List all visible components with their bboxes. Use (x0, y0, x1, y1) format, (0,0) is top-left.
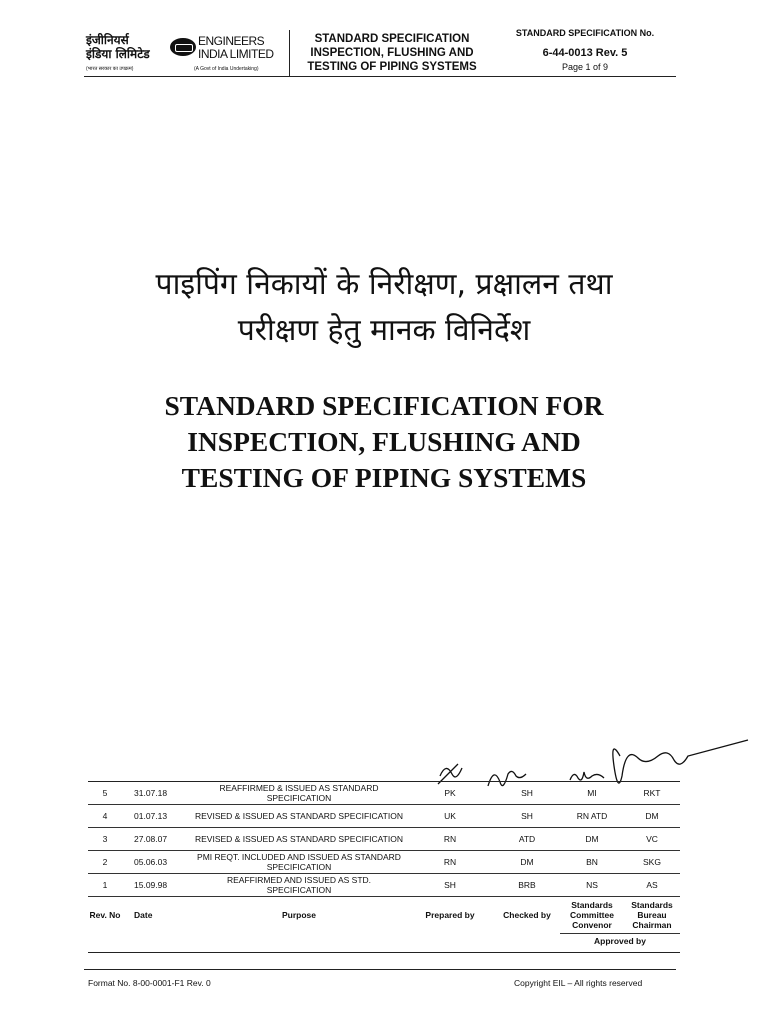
cell-prepared: UK (444, 811, 456, 821)
copyright: Copyright EIL – All rights reserved (514, 978, 643, 988)
cell-chairman: DM (645, 811, 659, 821)
approved-by-label: Approved by (594, 936, 646, 946)
cell-checked: DM (520, 857, 534, 867)
table-row (88, 828, 680, 851)
logo-tagline-english: (A Govt of India Undertaking) (194, 66, 259, 72)
cell-convenor: RN ATD (576, 811, 608, 821)
cell-convenor: MI (587, 788, 597, 798)
cell-chairman: AS (646, 880, 658, 890)
document-title: STANDARD SPECIFICATION FOR INSPECTION, FLUSHING AND TESTING OF PIPING SYSTEMS (164, 390, 604, 493)
header-checked-by: Checked by (503, 910, 551, 920)
cell-date: 05.06.03 (134, 857, 168, 867)
cell-rev: 4 (102, 811, 108, 821)
header-bureau-chairman: Standards Bureau Chairman (624, 897, 680, 934)
page-number: Page 1 of 9 (561, 62, 609, 72)
cell-date: 31.07.18 (134, 788, 168, 798)
table-row (88, 874, 680, 897)
cell-convenor: DM (585, 834, 599, 844)
cell-rev: 3 (102, 834, 108, 844)
header-purpose: Purpose (281, 910, 316, 920)
cell-prepared: SH (444, 880, 456, 890)
hindi-title: पाइपिंग निकायों के निरीक्षण, प्रक्षालन तथा परीक्षण हेतु मानक विनिर्देश (155, 267, 613, 348)
logo-english: ENGINEERS INDIA LIMITED (198, 34, 274, 61)
cell-purpose: REAFFIRMED & ISSUED AS STANDARD SPECIFICATION (219, 783, 379, 803)
approved-by-row (88, 933, 680, 949)
header-divider (84, 76, 676, 77)
cell-purpose: REAFFIRMED AND ISSUED AS STD. SPECIFICATION (226, 875, 372, 895)
cell-date: 01.07.13 (134, 811, 168, 821)
cell-chairman: VC (646, 834, 658, 844)
logo-tagline-hindi: (भारत सरकार का उपक्रम) (86, 66, 134, 72)
cell-purpose: PMI REQT. INCLUDED AND ISSUED AS STANDARD SPECIFICATION (197, 852, 401, 872)
cell-rev: 2 (102, 857, 108, 867)
cell-purpose: REVISED & ISSUED AS STANDARD SPECIFICATION (195, 834, 403, 844)
cell-chairman: SKG (643, 857, 661, 867)
cell-prepared: RN (443, 857, 457, 867)
header-prepared-by: Prepared by (425, 910, 475, 920)
logo-hindi-line1: इंजीनियर्स (86, 33, 129, 47)
table-bottom-border (88, 952, 680, 953)
header-committee-convenor: Standards Committee Convenor (560, 897, 624, 934)
table-row (88, 782, 680, 805)
spec-label: STANDARD SPECIFICATION No. (515, 28, 655, 38)
cell-date: 15.09.98 (134, 880, 168, 890)
table-header-row (88, 897, 680, 933)
company-logo (86, 34, 286, 74)
cell-checked: SH (521, 788, 533, 798)
header-separator (289, 30, 290, 76)
header-title: STANDARD SPECIFICATION INSPECTION, FLUSHING AND TESTING OF PIPING SYSTEMS (307, 33, 477, 73)
revision-table (88, 781, 680, 953)
cell-chairman: RKT (643, 788, 661, 798)
cell-checked: BRB (518, 880, 536, 890)
spec-number: 6-44-0013 Rev. 5 (542, 47, 628, 59)
spec-number-block (495, 28, 675, 72)
eil-emblem-icon (170, 38, 196, 56)
cell-convenor: NS (586, 880, 598, 890)
table-row (88, 851, 680, 874)
cell-checked: SH (521, 811, 533, 821)
logo-hindi-line2: इंडिया लिमिटेड (86, 47, 150, 61)
cell-rev: 1 (102, 880, 108, 890)
cell-prepared: PK (444, 788, 456, 798)
cell-date: 27.08.07 (134, 834, 168, 844)
cell-convenor: BN (586, 857, 598, 867)
footer-divider (84, 969, 676, 970)
table-row (88, 805, 680, 828)
header-rev-no: Rev. No (89, 910, 121, 920)
cell-prepared: RN (443, 834, 457, 844)
cell-purpose: REVISED & ISSUED AS STANDARD SPECIFICATION (195, 811, 403, 821)
header-date: Date (134, 910, 153, 920)
cell-checked: ATD (518, 834, 536, 844)
cell-rev: 5 (102, 788, 108, 798)
format-number: Format No. 8-00-0001-F1 Rev. 0 (88, 978, 211, 988)
